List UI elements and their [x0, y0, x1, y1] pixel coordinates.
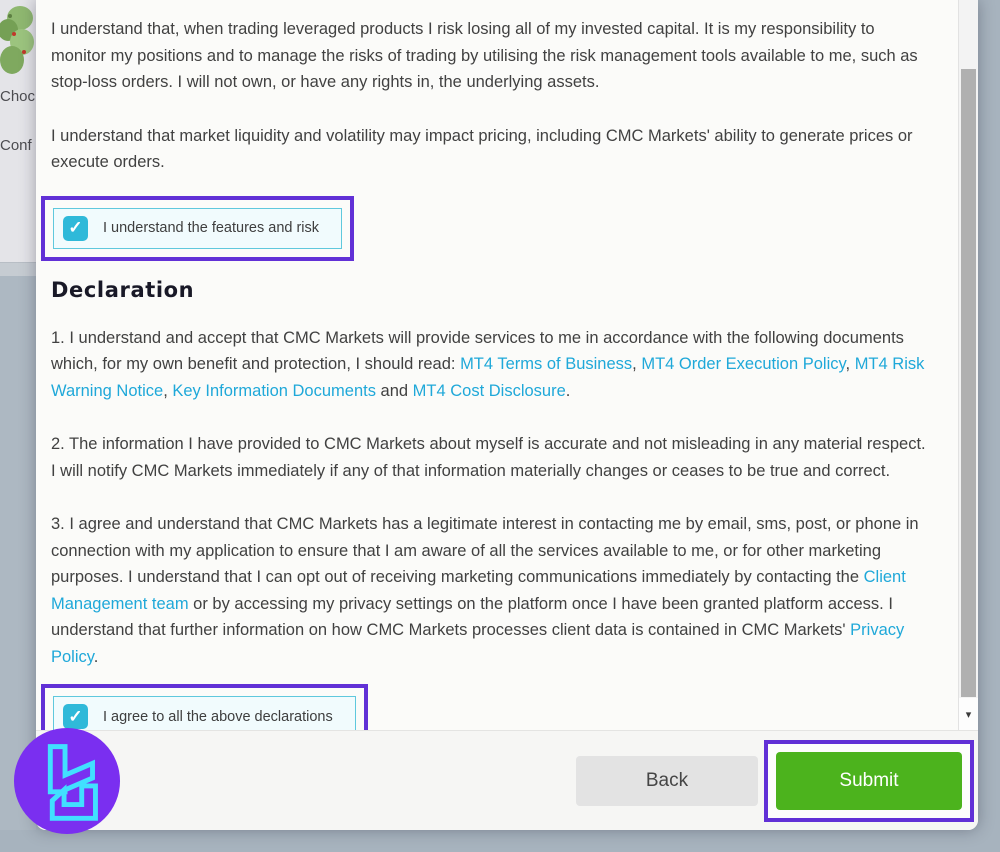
document-link[interactable]: Client Management team	[51, 568, 906, 613]
checkbox-label: I agree to all the above declarations	[103, 708, 333, 725]
agree-declarations-checkbox[interactable]	[53, 696, 356, 730]
chevron-down-icon: ▾	[965, 708, 972, 721]
document-link[interactable]: Privacy Policy	[51, 621, 905, 666]
back-button[interactable]: Back	[576, 756, 758, 806]
document-link[interactable]: MT4 Risk Warning Notice	[51, 355, 925, 400]
declaration-paragraph	[51, 431, 932, 484]
scrollbar-thumb[interactable]	[961, 69, 976, 697]
document-link[interactable]: Key Information Documents	[172, 381, 376, 400]
document-link[interactable]: MT4 Order Execution Policy	[641, 355, 846, 373]
text-segment: 3. I agree and understand that CMC Markets has a legitimate interest in contacting me by email, sms, post, or phone in connection with my application to ensure that I am aware of all the services available to me, or for other marketing purposes. I understand that I can opt out of receiving marketing communications immediately by contacting the	[51, 515, 919, 586]
declaration-heading: Declaration	[51, 277, 195, 302]
scrollbar-track[interactable]	[958, 0, 978, 730]
text-segment: 2. The information I have provided to CMC Markets about myself is accurate and not misleading in any material respect. I will notify CMC Markets immediately if any of that information materially changes or ceases to be true and correct.	[51, 435, 926, 480]
intro-paragraph: I understand that market liquidity and volatility may impact pricing, including CMC Markets' ability to generate prices or execute orders.	[51, 126, 913, 171]
declaration-modal	[36, 0, 978, 830]
text-segment: .	[93, 647, 99, 666]
sidebar-item-confirm[interactable]: Conf	[0, 137, 32, 154]
declaration-paragraph	[51, 511, 932, 670]
sidebar-divider	[0, 262, 36, 276]
modal-scroll-content	[36, 0, 958, 730]
text-segment: ,	[845, 355, 855, 373]
annotation-highlight	[41, 196, 354, 261]
annotation-highlight	[41, 684, 368, 730]
checkbox-checked-icon: ✓	[63, 704, 88, 729]
document-link[interactable]: MT4 Terms of Business	[460, 355, 633, 373]
sidebar-illustration	[0, 4, 34, 80]
checkbox-checked-icon: ✓	[63, 216, 88, 241]
checkbox-label: I understand the features and risk	[103, 220, 320, 236]
background-sidebar	[0, 0, 36, 830]
declaration-paragraph	[51, 325, 932, 405]
watermark-logo	[13, 727, 121, 835]
sidebar-item-choose[interactable]: Choc	[0, 88, 36, 105]
intro-paragraph: I understand that, when trading leveraged products I risk losing all of my invested capital. It is my responsibility to monitor my positions and to manage the risks of trading by utilising the risk management tools available to me, such as stop-loss orders. I will not own, or have any rights in, the underlying assets.	[51, 20, 918, 91]
annotation-highlight	[764, 740, 974, 822]
scroll-down-button[interactable]	[959, 698, 978, 730]
text-segment: 1. I understand and accept that CMC Markets will provide services to me in accordance with the following documents which, for my own benefit and protection, I should read:	[51, 328, 904, 373]
document-link[interactable]: MT4 Cost Disclosure	[412, 381, 566, 400]
text-segment: ,	[163, 381, 173, 400]
modal-footer	[36, 730, 978, 830]
text-segment: ,	[632, 355, 642, 373]
text-segment: and	[375, 381, 413, 400]
text-segment: .	[565, 381, 571, 400]
text-segment: or by accessing my privacy settings on the platform once I have been granted platform access. I understand that further information on how CMC Markets processes client data is contained in CMC Markets'	[51, 594, 893, 639]
submit-button[interactable]: Submit	[776, 752, 962, 810]
features-risk-checkbox[interactable]	[53, 208, 342, 249]
